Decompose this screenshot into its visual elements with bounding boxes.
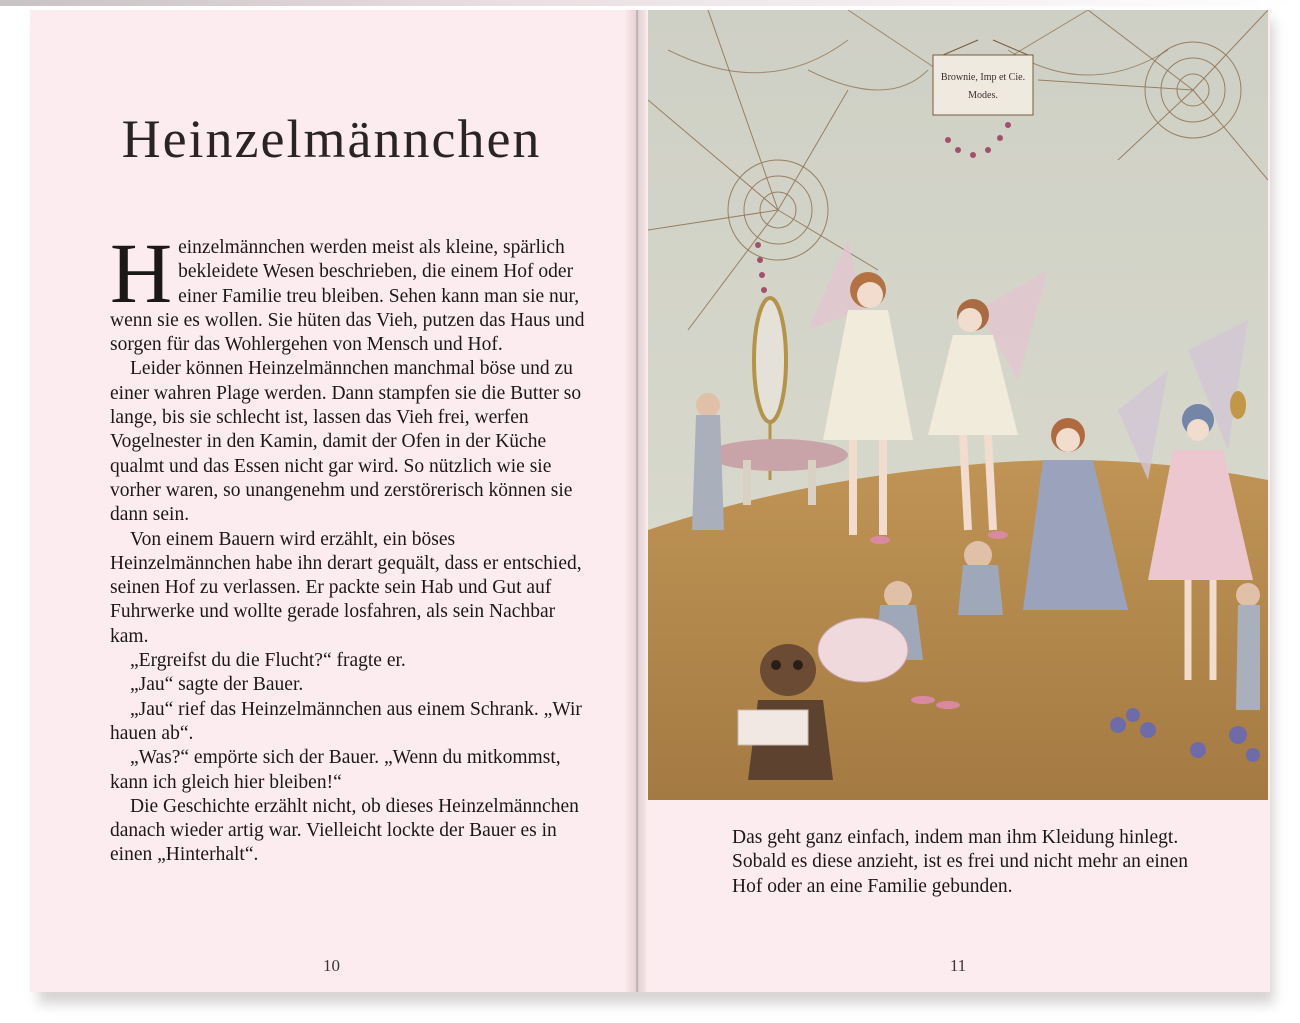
paragraph-2: Leider können Heinzelmännchen manchmal böse und zu einer wahren Plage werden. Dann stampfen sie die Butter so lange, bis sie schlecht ist, lassen das Vieh frei, werfen Vogelnester in den Kamin, damit der Ofen in der Küche qualmt und das Essen nicht gar wird. So nützlich wie sie vorher waren, so unangenehm und zerstörerisch können sie dann sein. — [110, 358, 582, 526]
dialogue-line-4: „Was?“ empörte sich der Bauer. „Wenn du mitkommst, kann ich gleich hier bleiben!“ — [110, 747, 561, 793]
chapter-title: Heinzelmännchen — [121, 109, 542, 169]
left-page — [30, 10, 633, 992]
illustration-caption — [732, 826, 1202, 899]
page-number-left: 10 — [323, 956, 340, 975]
paragraph-3: Von einem Bauern wird erzählt, ein böses Heinzelmännchen habe ihn derart gequält, dass er entschied, seinen Hof zu verlassen. Er packte sein Hab und Gut auf Fuhrwerke und wollte gerade losfahren, als sein Nachbar kam. — [110, 528, 582, 647]
top-edge — [0, 0, 1300, 6]
dialogue-line-2: „Jau“ sagte der Bauer. — [130, 674, 304, 696]
dialogue-line-1: „Ergreifst du die Flucht?“ fragte er. — [130, 650, 406, 672]
right-page — [646, 10, 1270, 992]
paragraph-final: Die Geschichte erzählt nicht, ob dieses Heinzelmännchen danach wieder artig war. Vielleicht lockte der Bauer es in einen „Hinterhalt“. — [110, 795, 579, 866]
fairy-illustration — [648, 10, 1268, 800]
page-number-right: 11 — [949, 956, 967, 975]
dialogue-line-3: „Jau“ rief das Heinzelmännchen aus einem Schrank. „Wir hauen ab“. — [110, 698, 582, 744]
sign-text-1: Brownie, Imp et Cie. — [940, 72, 1026, 83]
caption-text: Das geht ganz einfach, indem man ihm Kleidung hinlegt. Sobald es diese anzieht, ist es frei und nicht mehr an einen Hof oder an eine Familie gebunden. — [732, 827, 1188, 897]
sign-text-2: Modes. — [968, 90, 998, 101]
body-text — [110, 225, 590, 868]
drop-cap: H — [110, 225, 173, 321]
paragraph-1 — [110, 225, 590, 357]
illustration-art — [648, 10, 1268, 800]
paragraph-1-text: einzelmännchen werden meist als kleine, spärlich bekleidete Wesen beschrieben, die einem Hof oder einer Familie treu bleiben. Sehen kann man sie nur, wenn sie es wollen. Sie hüten das Vieh, putzen das Haus und sorgen für das Wohlergehen von Mensch und Hof. — [110, 237, 585, 356]
